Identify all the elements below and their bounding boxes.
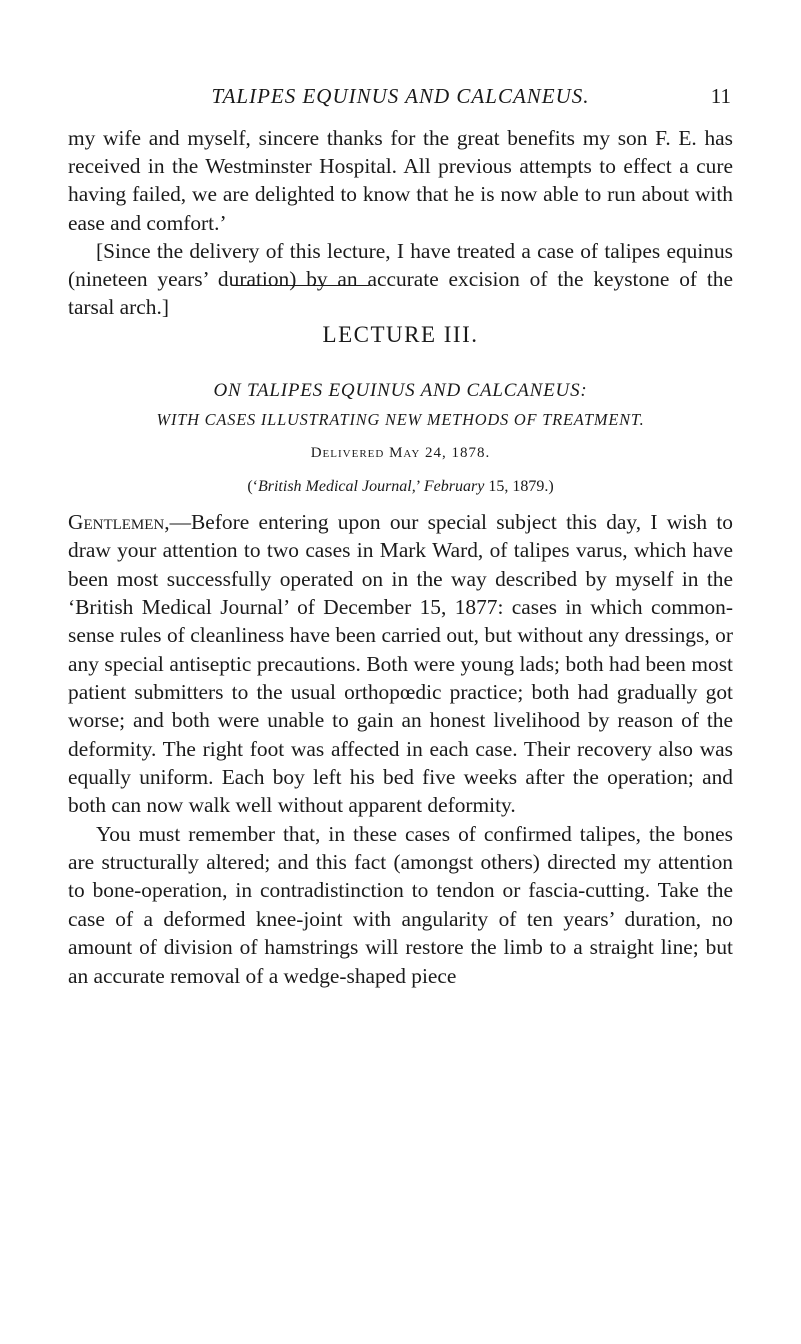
running-head [68,84,733,114]
citation-open: (‘ [247,478,258,495]
opening-paragraph: my wife and myself, sincere thanks for the great benefits my son F. E. has received in the Westminster Hospital. All previous attempts to effect a cure having failed, we are delighted to know that he is now able to run about with ease and comfort.’ [68,126,733,235]
bracketed-note: [Since the delivery of this lecture, I have treated a case of talipes equinus (nineteen years’ duration) by an accurate excision of the keystone of the tarsal arch.] [68,238,733,320]
salutation: Gentlemen, [68,510,170,534]
citation-month: February [423,478,485,495]
running-title: TALIPES EQUINUS AND CALCANEUS. [211,84,590,108]
lecture-subtitle-continued: WITH CASES ILLUSTRATING NEW METHODS OF TREATMENT. [156,410,645,429]
citation-journal: British Medical Journal, [257,478,416,495]
lecture-paragraph [68,508,733,820]
journal-citation [68,478,733,496]
lecture-paragraph-text: —Before entering upon our special subject this day, I wish to draw your attention to two cases in Mark Ward, of talipes varus, which have been most successfully operated on in the way described by myself in the ‘British Medical Journal’ of December 15, 1877: cases in which common-sense rules of cleanliness have been carried out, but without any dressings, or any special antiseptic precautions. Both were young lads; both had been most patient submitters to the usual orthopœdic practice; both had gradually got worse; and both were unable to gain an honest livelihood by reason of the deformity. The right foot was affected in each case. Their recovery also was equally uniform. Each boy left his bed five weeks after the operation; and both can now walk well without apparent deformity. [68,510,733,818]
opening-text [68,124,733,321]
citation-mid: ’ [415,478,424,495]
lecture-heading: LECTURE III. [322,322,479,347]
section-divider [233,285,369,286]
lecture-subtitle: ON TALIPES EQUINUS AND CALCANEUS: [213,380,588,401]
lecture-body [68,508,733,990]
citation-rest: 15, 1879.) [484,478,554,495]
delivery-date: Delivered May 24, 1878. [310,445,491,461]
page-number: 11 [710,84,731,108]
lecture-paragraph-2: You must remember that, in these cases of confirmed talipes, the bones are structurally altered; and this fact (amongst others) directed my attention to bone-operation, in contradistinction to tendon or fascia-cutting. Take the case of a deformed knee-joint with angularity of ten years’ duration, no amount of division of hamstrings will restore the limb to a straight line; but an accurate removal of a wedge-shaped piece [68,821,733,988]
